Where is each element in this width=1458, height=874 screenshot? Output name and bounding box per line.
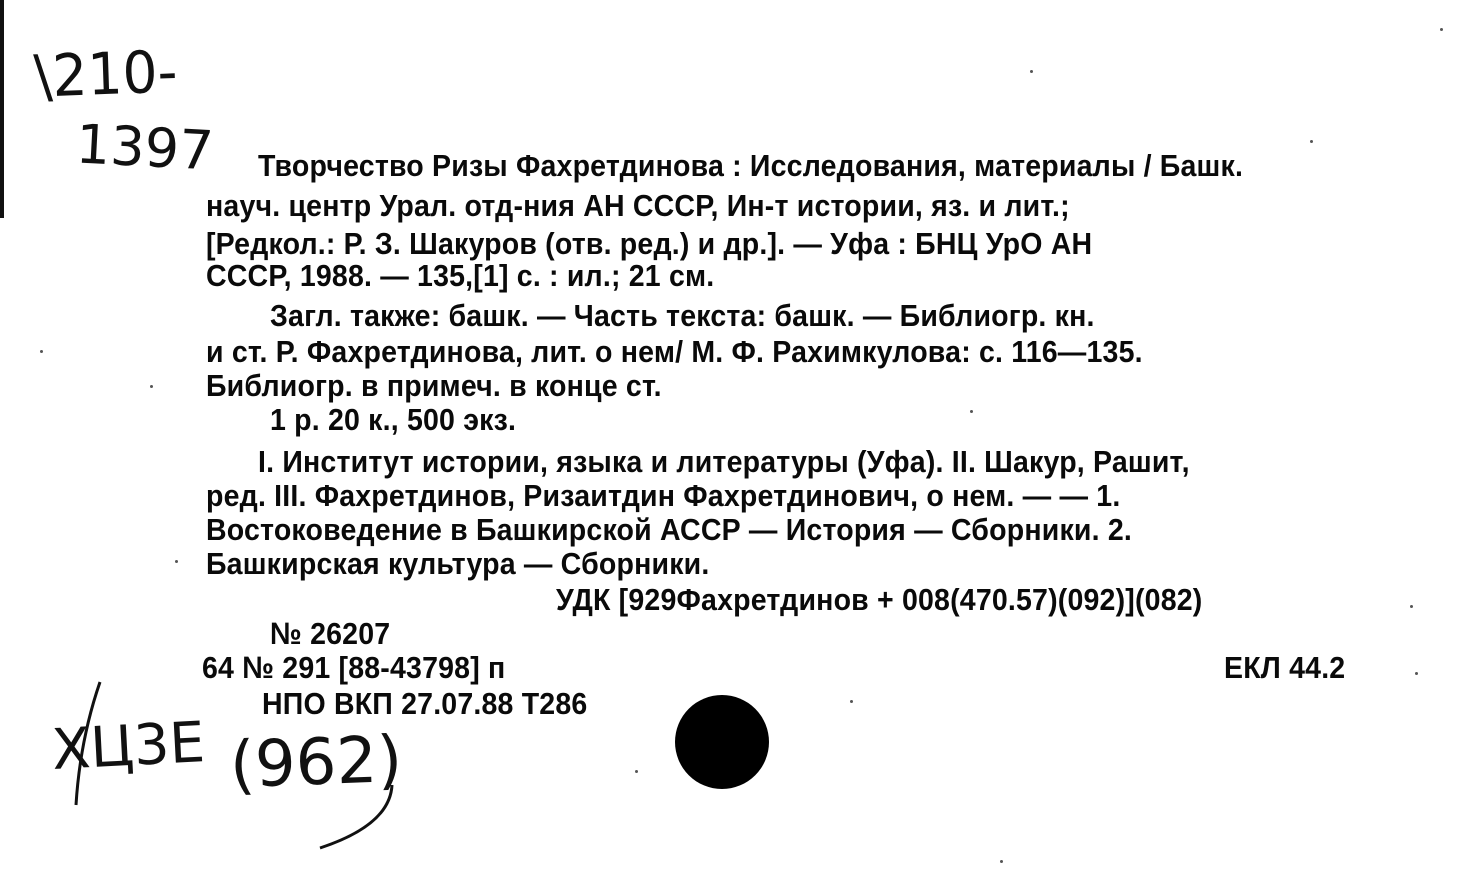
scan-speck (1310, 140, 1313, 143)
order-line: 64 № 291 [88-43798] п (202, 650, 506, 685)
scan-speck (150, 385, 153, 388)
scan-speck (175, 560, 178, 563)
scan-speck (1415, 672, 1418, 675)
description-line-3: [Редкол.: Р. З. Шакуров (отв. ред.) и др.]. — Уфа : БНЦ УрО АН (206, 226, 1093, 261)
udk-line: УДК [929Фахретдинов + 008(470.57)(092)](082) (556, 582, 1203, 617)
tracing-line-1: I. Институт истории, языка и литературы (Уфа). II. Шакур, Рашит, (258, 444, 1190, 479)
price-line: 1 р. 20 к., 500 экз. (270, 402, 517, 437)
ekl-code: ЕКЛ 44.2 (1224, 650, 1346, 685)
scan-speck (40, 350, 43, 353)
scan-speck (970, 410, 973, 413)
handwritten-shelf-mark-line1: \210- (32, 37, 179, 111)
handwritten-underline-stroke (300, 780, 400, 850)
scan-speck (1410, 605, 1413, 608)
scan-speck (1030, 70, 1033, 73)
tracing-line-2: ред. III. Фахретдинов, Ризаитдин Фахретдинович, о нем. — — 1. (206, 478, 1121, 513)
printer-line: НПО ВКП 27.07.88 Т286 (262, 686, 588, 721)
scan-speck (1440, 28, 1443, 31)
title-responsibility: : Исследования, материалы / Башк. (724, 148, 1244, 183)
handwritten-classification-prefix: ХЦ3Е (50, 710, 207, 783)
note-line-3: Библиогр. в примеч. в конце ст. (206, 368, 662, 403)
card-edge-line (0, 0, 4, 218)
description-line-4: СССР, 1988. — 135,[1] с. : ил.; 21 см. (206, 258, 715, 293)
handwritten-slash-stroke (70, 680, 110, 810)
description-line-2: науч. центр Урал. отд-ния АН СССР, Ин-т истории, яз. и лит.; (206, 188, 1070, 223)
handwritten-shelf-mark-line2: 1397 (74, 112, 216, 183)
scan-speck (635, 770, 638, 773)
punched-hole (675, 695, 769, 789)
card-number: № 26207 (270, 616, 391, 651)
handwritten-classification-code: (962) (228, 723, 404, 803)
tracing-line-3: Востоковедение в Башкирской АССР — История — Сборники. 2. (206, 512, 1132, 547)
scan-speck (850, 700, 853, 703)
note-line-2: и ст. Р. Фахретдинова, лит. о нем/ М. Ф. Рахимкулова: с. 116—135. (206, 334, 1143, 369)
book-title: Творчество Ризы Фахретдинова (258, 148, 725, 183)
tracing-line-4: Башкирская культура — Сборники. (206, 546, 710, 581)
title-line (258, 148, 1243, 184)
scan-speck (1000, 860, 1003, 863)
note-line-1: Загл. также: башк. — Часть текста: башк. — Библиогр. кн. (270, 298, 1095, 333)
